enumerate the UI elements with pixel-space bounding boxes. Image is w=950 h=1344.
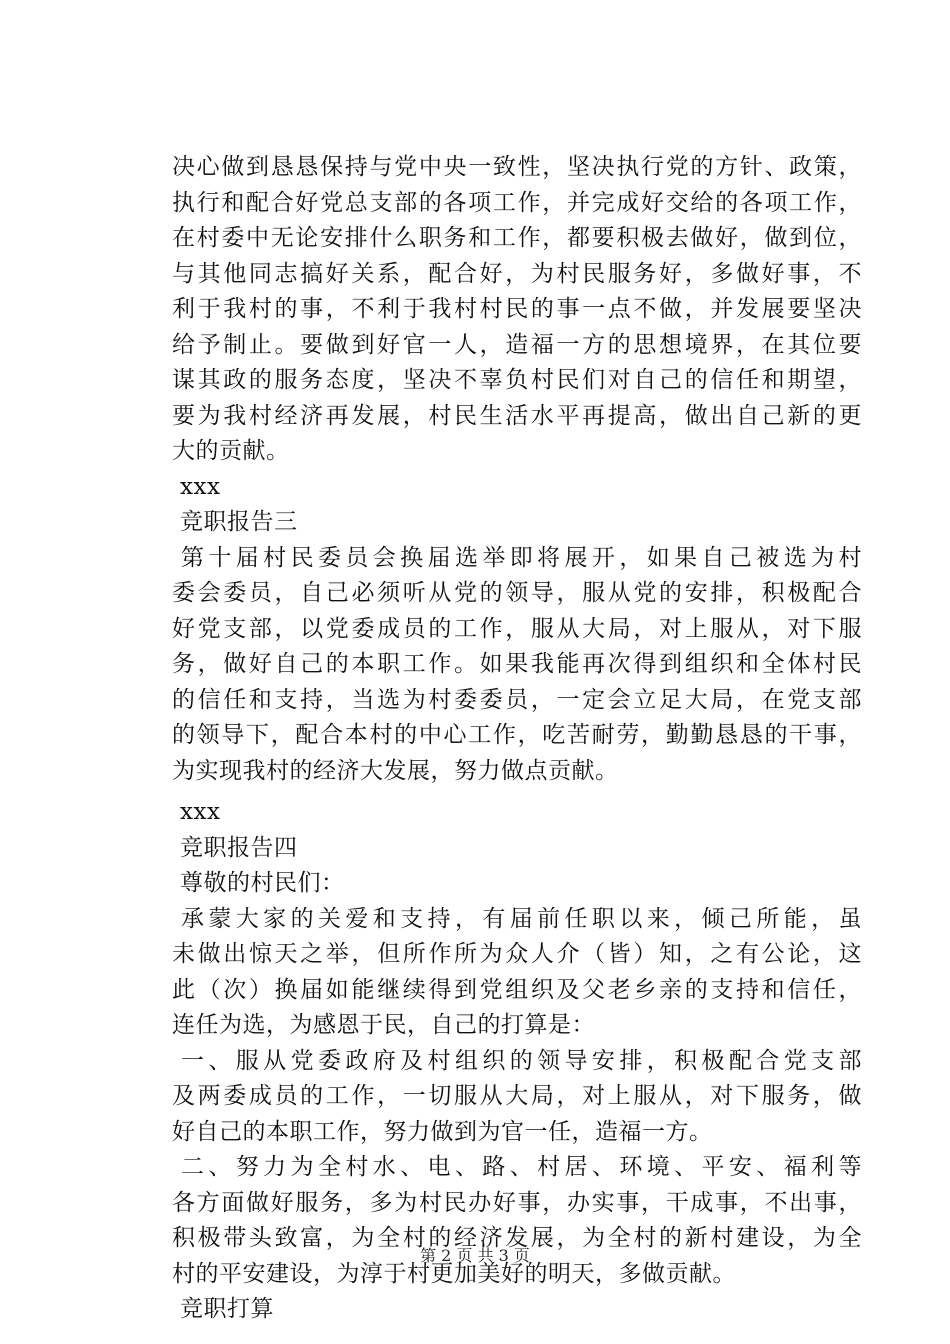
text-line: 谋其政的服务态度，坚决不辜负村民们对自己的信任和期望， <box>172 367 862 393</box>
text-line: 好党支部，以党委成员的工作，服从大局，对上服从，对下服 <box>172 615 862 642</box>
page-footer: 第 2 页 共 3 页 <box>420 1246 530 1265</box>
section-heading: 竞职报告三 <box>180 509 298 535</box>
text-line: 及两委成员的工作，一切服从大局，对上服从，对下服务，做 <box>172 1083 862 1109</box>
text-line: 利于我村的事，不利于我村村民的事一点不做，并发展要坚决 <box>172 296 862 322</box>
text-line: 村的平安建设，为淳于村更加美好的明天，多做贡献。 <box>172 1260 736 1287</box>
text-line: 给予制止。要做到好官一人，造福一方的思想境界，在其位要 <box>172 331 862 358</box>
text-line: 要为我村经济再发展，村民生活水平再提高，做出自己新的更 <box>172 402 862 429</box>
text-line: 为实现我村的经济大发展，努力做点贡献。 <box>172 757 619 784</box>
text-line: 在村委中无论安排什么职务和工作，都要积极去做好，做到位， <box>172 225 862 251</box>
text-line: 一、服从党委政府及村组织的领导安排，积极配合党支部 <box>181 1047 862 1074</box>
text-line: 好自己的本职工作，努力做到为官一任，造福一方。 <box>172 1118 713 1145</box>
text-line: 连任为选，为感恩于民，自己的打算是： <box>172 1012 595 1038</box>
section-heading: 竞职打算 <box>180 1296 274 1322</box>
text-line: 各方面做好服务，多为村民办好事，办实事，干成事，不出事， <box>172 1189 862 1216</box>
text-line: 委会委员，自己必须听从党的领导，服从党的安排，积极配合 <box>172 580 862 606</box>
text-line: 与其他同志搞好关系，配合好，为村民服务好，多做好事，不 <box>172 260 862 287</box>
text-line: 承蒙大家的关爱和支持，有届前任职以来，倾己所能，虽 <box>181 905 862 932</box>
signature: xxx <box>180 473 221 500</box>
salutation: 尊敬的村民们： <box>180 870 345 896</box>
text-line: 积极带头致富，为全村的经济发展，为全村的新村建设，为全 <box>172 1225 862 1251</box>
text-line: 务，做好自己的本职工作。如果我能再次得到组织和全体村民 <box>172 651 862 677</box>
text-line: 的领导下，配合本村的中心工作，吃苦耐劳，勤勤恳恳的干事， <box>172 722 862 748</box>
text-line: 执行和配合好党总支部的各项工作，并完成好交给的各项工作， <box>172 189 862 216</box>
text-line: 大的贡献。 <box>172 438 290 464</box>
text-line: 未做出惊天之举，但所作所为众人介（皆）知，之有公论，这 <box>172 941 862 967</box>
text-line: 二、努力为全村水、电、路、村居、环境、平安、福利等 <box>181 1154 862 1180</box>
text-line: 第十届村民委员会换届选举即将展开，如果自己被选为村 <box>181 544 862 571</box>
text-line: 的信任和支持，当选为村委委员，一定会立足大局，在党支部 <box>172 686 862 713</box>
signature: xxx <box>180 799 221 825</box>
section-heading: 竞职报告四 <box>180 834 298 861</box>
text-line: 决心做到恳恳保持与党中央一致性，坚决执行党的方针、政策， <box>172 154 862 180</box>
text-line: 此（次）换届如能继续得到党组织及父老乡亲的支持和信任， <box>172 976 862 1003</box>
